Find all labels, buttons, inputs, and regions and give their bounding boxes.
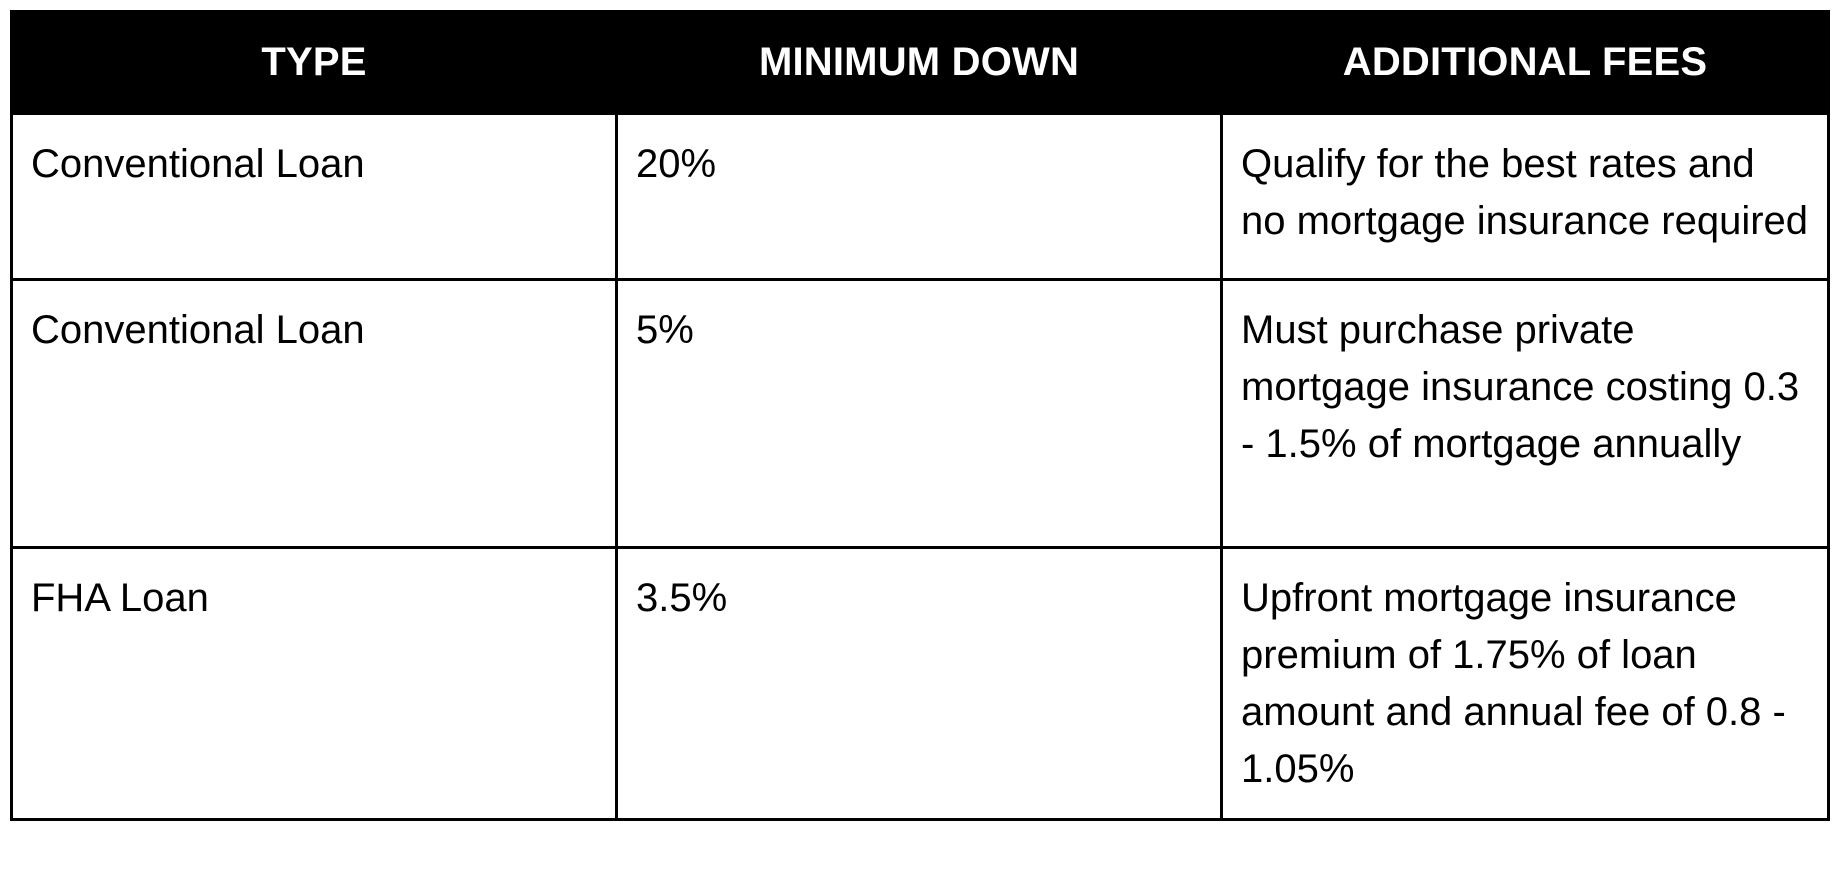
cell-minimum-down: 5% — [617, 279, 1222, 547]
header-additional-fees: ADDITIONAL FEES — [1222, 12, 1829, 114]
cell-additional-fees: Must purchase private mortgage insurance costing 0.3 - 1.5% of mortgage annually — [1222, 279, 1829, 547]
cell-type: Conventional Loan — [12, 279, 617, 547]
cell-type: Conventional Loan — [12, 113, 617, 279]
cell-additional-fees: Upfront mortgage insurance premium of 1.75% of loan amount and annual fee of 0.8 - 1.05% — [1222, 547, 1829, 819]
header-minimum-down: MINIMUM DOWN — [617, 12, 1222, 114]
table-body — [12, 113, 1829, 819]
loan-comparison-table — [10, 10, 1830, 821]
table-row — [12, 113, 1829, 279]
cell-minimum-down: 20% — [617, 113, 1222, 279]
table-header — [12, 12, 1829, 114]
header-row — [12, 12, 1829, 114]
table-row — [12, 279, 1829, 547]
header-type: TYPE — [12, 12, 617, 114]
cell-type: FHA Loan — [12, 547, 617, 819]
cell-minimum-down: 3.5% — [617, 547, 1222, 819]
table-row — [12, 547, 1829, 819]
cell-additional-fees: Qualify for the best rates and no mortgage insurance required — [1222, 113, 1829, 279]
